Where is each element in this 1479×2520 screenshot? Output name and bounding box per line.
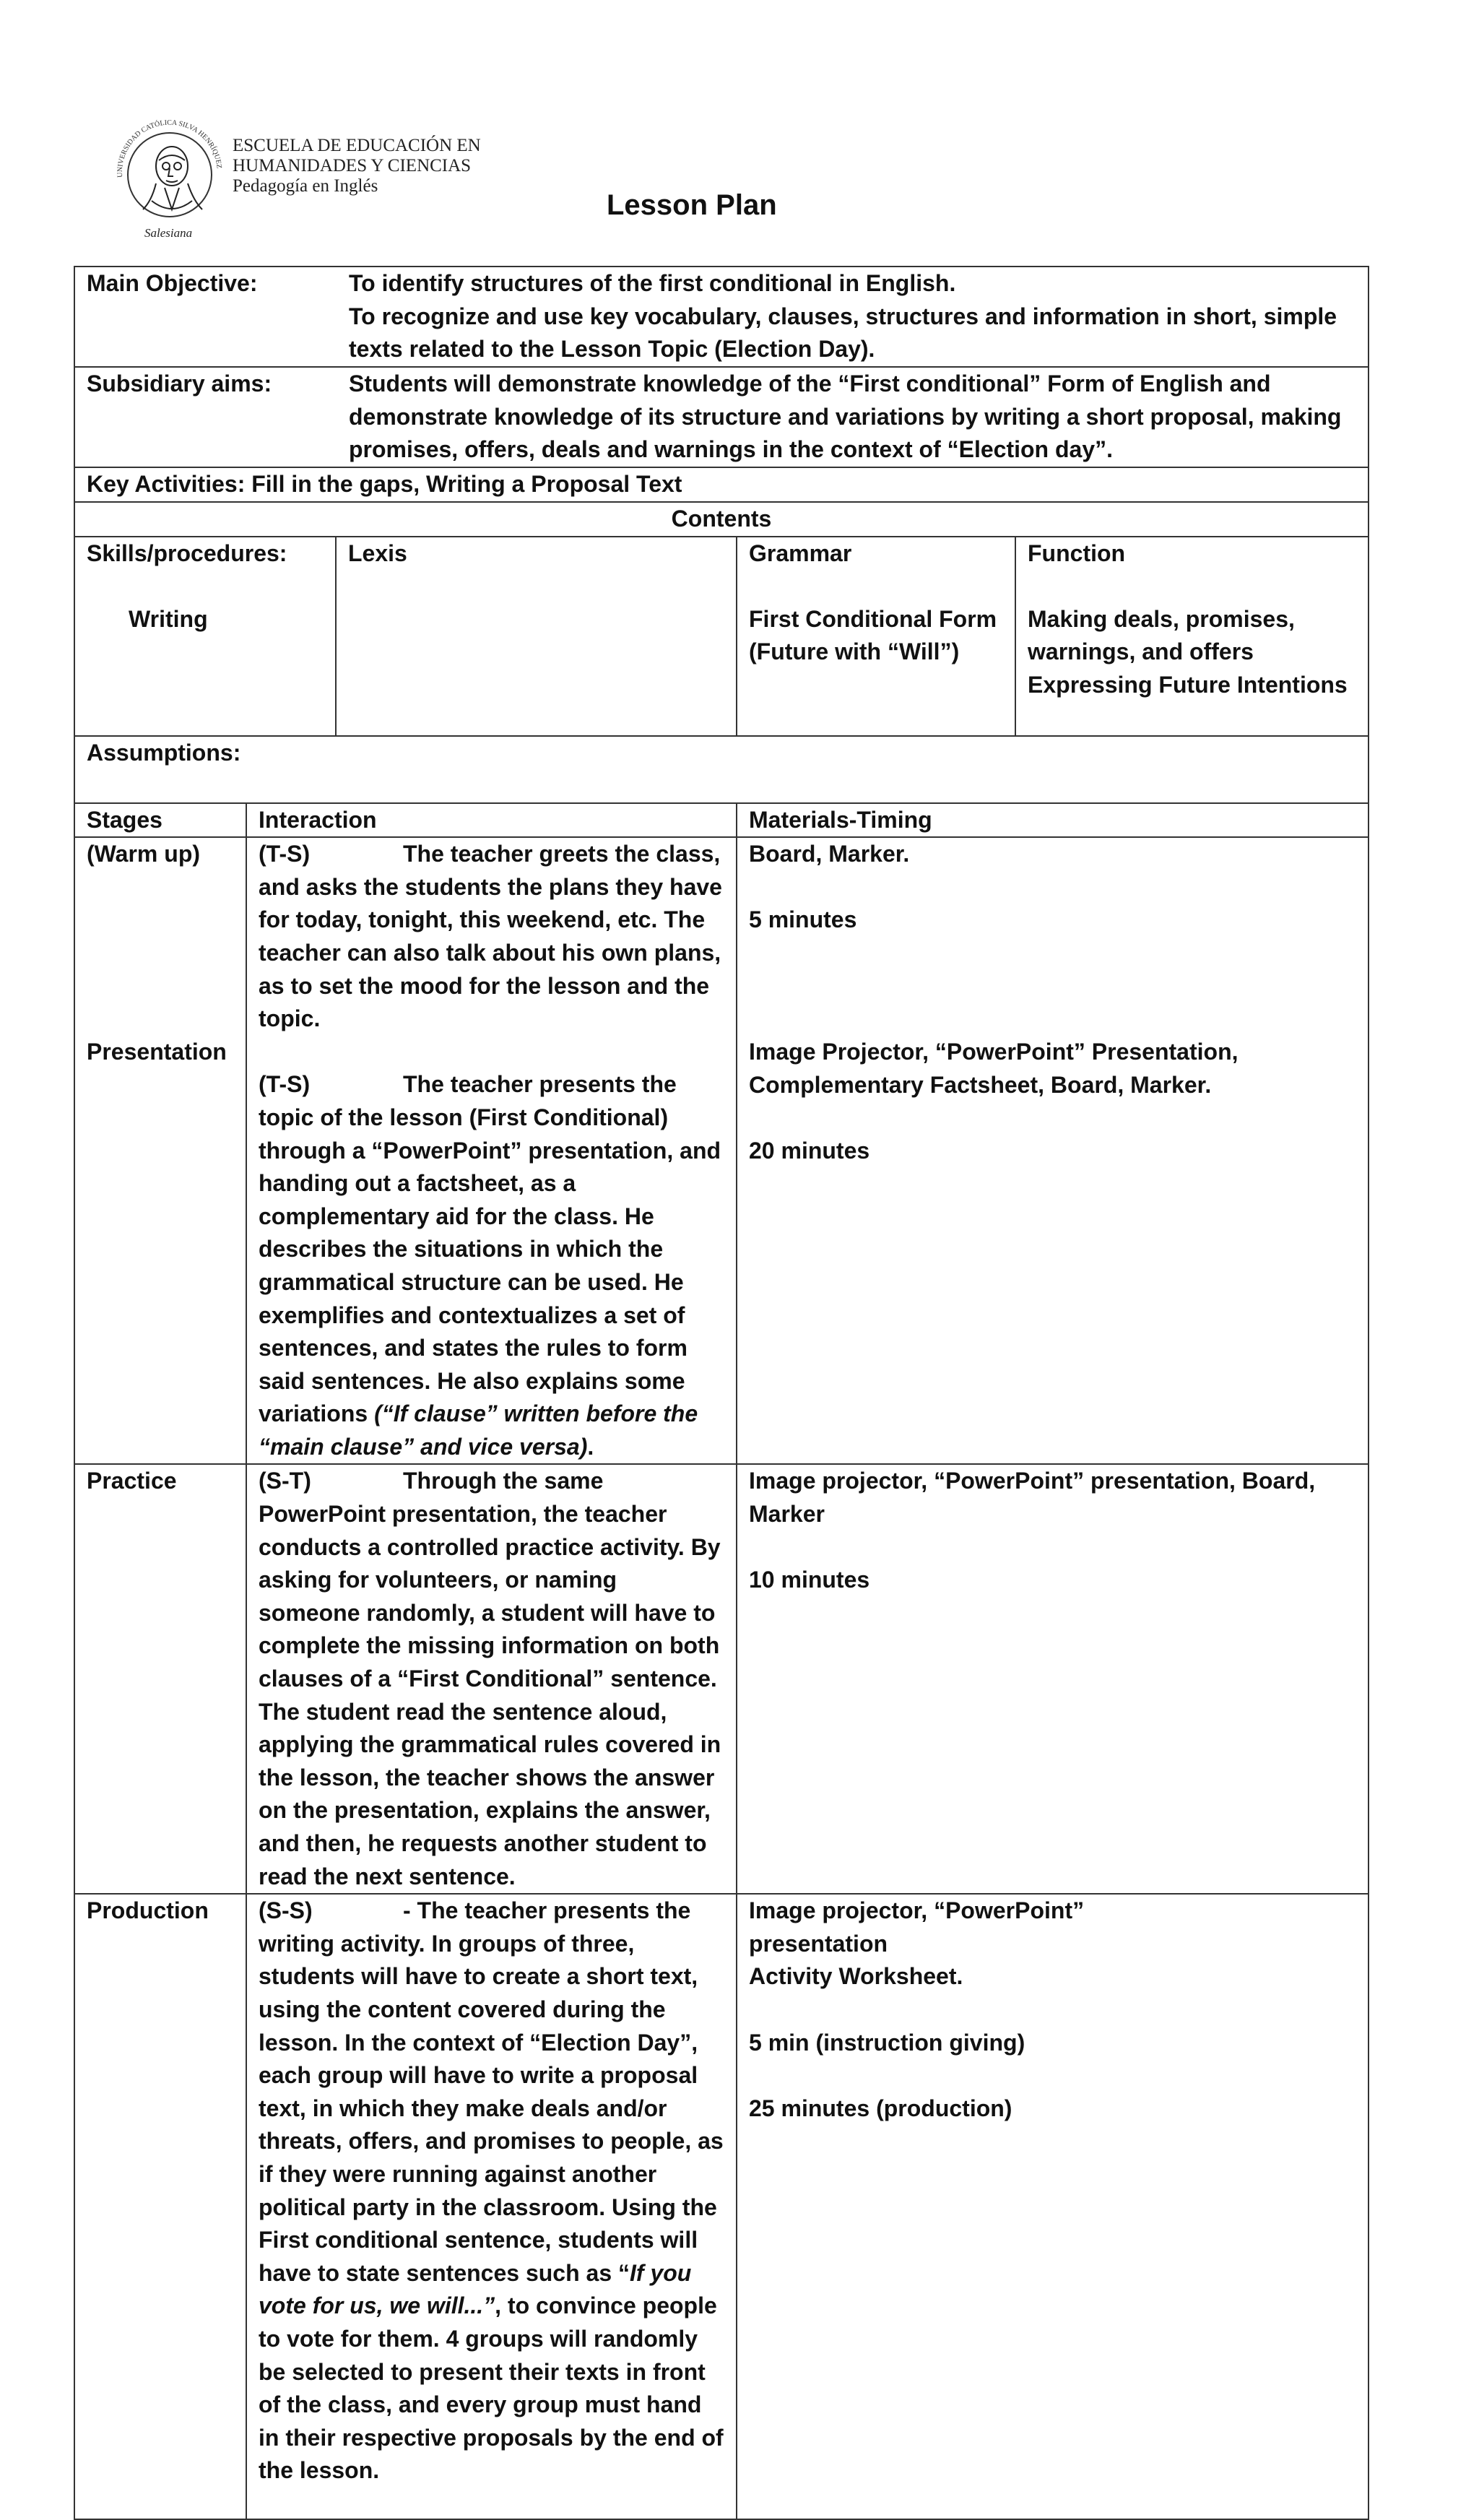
- lesson-plan-table: [74, 266, 1369, 2520]
- materials-text: Image projector, “PowerPoint” presentation, Board, Marker: [749, 1468, 1316, 1528]
- function-line-2: warnings, and offers: [1028, 638, 1254, 665]
- page-title: Lesson Plan: [607, 189, 777, 221]
- timing-text: 25 minutes (production): [749, 2095, 1012, 2121]
- interaction-code: (S-S): [259, 1897, 313, 1924]
- key-activities-row: [74, 467, 1369, 502]
- interaction-text-end: .: [587, 1433, 594, 1460]
- timing-text: 10 minutes: [749, 1567, 870, 1593]
- contents-title: Contents: [74, 502, 1369, 537]
- timing-text: 5 min (instruction giving): [749, 2029, 1025, 2056]
- function-cell: [1015, 537, 1369, 736]
- interaction-text: - The teacher presents the writing activity. In groups of three, students will have to create a short text, using the content covered during the lesson. In the context of “Election Day”, each group will have to write a proposal text, in which they make deals and/or threats, offers, and promises to people, as if they were running against another political party in the classroom. Using the First conditional sentence, students will have to state sentences such as “: [259, 1897, 724, 2286]
- grammar-line-1: First Conditional Form: [749, 605, 997, 632]
- subsidiary-aims-text: Students will demonstrate knowledge of the “First conditional” Form of English and demonstrate knowledge of its structure and variations by writing a short proposal, making promises, offers, deals and warnings in the context of “Election day”.: [349, 371, 1342, 463]
- grammar-cell: [737, 537, 1015, 736]
- university-logo: [108, 108, 231, 242]
- lexis-cell: [336, 537, 737, 736]
- materials-column-header: Materials-Timing: [737, 803, 1369, 838]
- contents-row: [74, 537, 1369, 736]
- bishop-portrait-icon: [143, 147, 202, 209]
- school-line-1: ESCUELA DE EDUCACIÓN EN: [233, 136, 481, 155]
- subsidiary-aims-row: [74, 367, 1369, 467]
- grammar-line-2: (Future with “Will”): [749, 638, 960, 665]
- table-row: [74, 1894, 1369, 2519]
- assumptions-row: [74, 736, 1369, 803]
- interaction-text-end: , to convince people to vote for them. 4 groups will randomly be selected to present their texts in front of the class, and every group must hand in their respective proposals by the end of the lesson.: [259, 2292, 724, 2484]
- stage-production: Production: [74, 1894, 246, 2519]
- stage-practice: Practice: [74, 1464, 246, 1894]
- timing-text: 5 minutes: [749, 906, 857, 933]
- materials-line-1: Image projector, “PowerPoint”: [749, 1897, 1085, 1924]
- interaction-text: The teacher presents the topic of the lesson (First Conditional) through a “PowerPoint” presentation, and handing out a factsheet, as a complementary aid for the class. He describes the situations in which the grammatical structure can be used. He exemplifies and contextualizes a set of sentences, and states the rules to form said sentences. He also explains some variations: [259, 1071, 721, 1427]
- materials-line-2: presentation: [749, 1930, 888, 1957]
- interaction-italic-text: (“If clause” written before the “main clause” and vice versa): [259, 1400, 698, 1460]
- main-objective-line-1: To identify structures of the first conditional in English.: [349, 270, 956, 296]
- function-header: Function: [1028, 540, 1126, 566]
- function-line-1: Making deals, promises,: [1028, 605, 1295, 632]
- signature-text: Salesiana: [144, 226, 193, 240]
- interaction-cell: [246, 1894, 737, 2519]
- school-name: [233, 136, 481, 196]
- materials-text: Image Projector, “PowerPoint” Presentation, Complementary Factsheet, Board, Marker.: [749, 1038, 1239, 1098]
- skills-header: Skills/procedures:: [87, 540, 287, 566]
- skills-cell: [74, 537, 336, 736]
- subsidiary-aims-label: Subsidiary aims:: [87, 371, 272, 397]
- stages-column-header: Stages: [74, 803, 246, 838]
- stage-warmup: (Warm up): [87, 841, 201, 867]
- interaction-italic-text: If you vote for us, we will...”: [259, 2259, 692, 2319]
- table-row: [74, 1464, 1369, 1894]
- stage-cell: [74, 837, 246, 1464]
- school-line-3: Pedagogía en Inglés: [233, 176, 378, 196]
- materials-cell: [737, 1464, 1369, 1894]
- main-objective-line-2: To recognize and use key vocabulary, clauses, structures and information in short, simple texts related to the Lesson Topic (Election Day).: [349, 303, 1337, 363]
- contents-title-row: [74, 502, 1369, 537]
- function-line-3: Expressing Future Intentions: [1028, 671, 1348, 698]
- materials-text: Board, Marker.: [749, 841, 910, 867]
- materials-cell: [737, 837, 1369, 1464]
- university-ring-text: UNIVERSIDAD CATÓLICA SILVA HENRÍQUEZ: [116, 118, 223, 178]
- document-header: [108, 108, 1372, 253]
- stages-header-row: [74, 803, 1369, 838]
- table-row: [74, 837, 1369, 1464]
- stage-presentation: Presentation: [87, 1038, 227, 1065]
- interaction-cell: [246, 837, 737, 1464]
- interaction-text: The teacher greets the class, and asks the students the plans they have for today, tonight, this weekend, etc. The teacher can also talk about his own plans, as to set the mood for the lesson and the topic.: [259, 841, 722, 1032]
- assumptions-label: Assumptions:: [74, 736, 1369, 803]
- interaction-code: (T-S): [259, 841, 311, 867]
- key-activities-text: Key Activities: Fill in the gaps, Writing a Proposal Text: [74, 467, 1369, 502]
- grammar-header: Grammar: [749, 540, 852, 566]
- lexis-header: Lexis: [348, 540, 407, 566]
- materials-cell: [737, 1894, 1369, 2519]
- skills-value: Writing: [129, 605, 208, 632]
- interaction-code: (T-S): [259, 1071, 311, 1098]
- materials-line-3: Activity Worksheet.: [749, 1963, 963, 1990]
- main-objective-label: Main Objective:: [87, 270, 258, 296]
- interaction-column-header: Interaction: [246, 803, 737, 838]
- timing-text: 20 minutes: [749, 1137, 870, 1164]
- interaction-code: (S-T): [259, 1468, 311, 1494]
- interaction-cell: [246, 1464, 737, 1894]
- main-objective-row: [74, 267, 1369, 367]
- interaction-text: Through the same PowerPoint presentation, the teacher conducts a controlled practice activity. By asking for volunteers, or naming someone randomly, a student will have to complete the missing information on both clauses of a “First Conditional” sentence. The student read the sentence aloud, applying the grammatical rules covered in the lesson, the teacher shows the answer on the presentation, explains the answer, and then, he requests another student to read the next sentence.: [259, 1468, 721, 1889]
- school-line-2: HUMANIDADES Y CIENCIAS: [233, 156, 472, 176]
